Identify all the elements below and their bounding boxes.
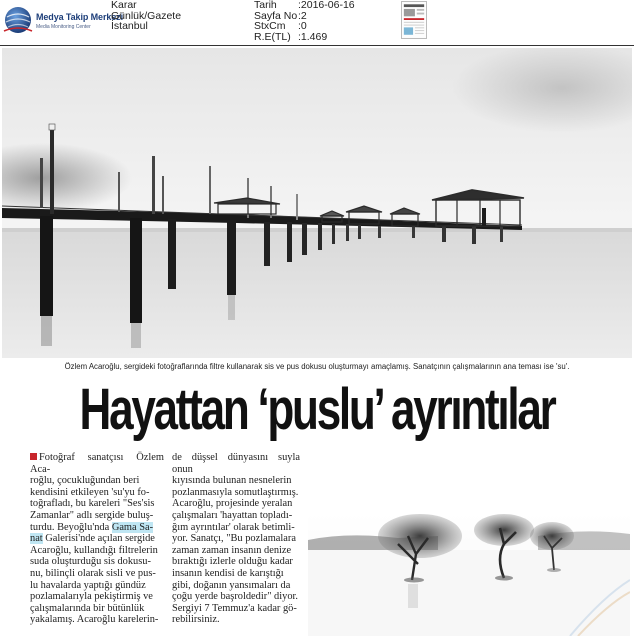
text-line: insanın kendisi de karıştığı (172, 567, 284, 579)
text-line: gibi, doğanın yansımaları da (172, 579, 291, 591)
metric-value: :0 (298, 20, 307, 32)
clipping-metrics (254, 0, 355, 42)
publication-city: İstanbul (111, 20, 148, 32)
metric-row (254, 21, 355, 32)
text-line: bıraktığı izlerle olduğu kadar (172, 556, 293, 568)
metric-label: StxCm (254, 20, 286, 32)
page-thumbnail[interactable] (401, 1, 427, 39)
text-line: Galerisi'nde açılan sergide (42, 533, 155, 545)
metric-label: R.E(TL) (254, 30, 291, 43)
text-line: turdu. Beyoğlu'nda (30, 521, 112, 533)
text-line: rebilirsiniz. (172, 614, 220, 626)
highlighted-gallery-name: Gama Sa- (111, 521, 154, 533)
text-line: lu havalarda yaptığı gündüz (30, 579, 146, 591)
metric-row (254, 32, 355, 43)
text-line: de düşsel dünyasını suyla onun (172, 452, 300, 475)
text-line: toğrafladı, bu kareleri "Ses'sis (30, 498, 155, 510)
text-line: Sergiyi 7 Temmuz'a kadar gö- (172, 602, 297, 614)
logo-title: Medya Takip Merkezi (36, 12, 123, 22)
text-line: yakalamış. Acaroğlu karelerin- (30, 614, 159, 626)
article-column-2 (172, 452, 300, 626)
text-line: kendisini etkileyen 'su'yu fo- (30, 486, 150, 498)
text-line: suda oluşturduğu sis dokusu- (30, 556, 151, 568)
publication-info (111, 0, 181, 32)
text-line: zaman zaman insanın denize (172, 544, 292, 556)
article-column-1 (30, 452, 164, 626)
clipping-header (0, 0, 634, 44)
text-line: pozlamalarıyla pekiştirmiş ve (30, 591, 153, 603)
photo-caption: Özlem Acaroğlu, sergideki fotoğraflarında filtre kullanarak sis ve pus dokusu oluşturmayı amaçlamış. Sanatçının çalışmalarının ana teması ise 'su'. (64, 362, 570, 371)
text-line: Fotoğraf sanatçısı Özlem Aca- (30, 452, 164, 475)
metric-label: Sayfa No (254, 9, 298, 22)
trees-in-water-photo (308, 514, 630, 636)
metric-row (254, 0, 355, 11)
text-line: Acaroğlu, projesinde yeralan (172, 498, 293, 510)
headline: Hayattan ‘puslu’ ayrıntılar (79, 377, 555, 442)
publication-name: Karar (111, 0, 137, 11)
text-line: roğlu, çocukluğundan beri (30, 475, 140, 487)
globe-icon (3, 5, 33, 35)
metric-value: :2016-06-16 (298, 0, 355, 11)
text-line: Acaroğlu, kullandığı filtrelerin (30, 544, 158, 556)
text-line: yor. Sanatçı, "Bu pozlamalara (172, 533, 296, 545)
text-line: çoğu yerde başroldedir" diyor. (172, 591, 299, 603)
highlighted-gallery-name: nat (30, 533, 43, 545)
text-line: çalışmaları 'hayattan topladı- (172, 509, 293, 521)
text-line: Zamanlar" adlı sergide buluş- (30, 509, 154, 521)
red-square-marker (30, 453, 37, 460)
text-line: nu, bilinçli olarak sisli ve pus- (30, 567, 156, 579)
metric-label: Tarih (254, 0, 277, 11)
text-line: kıyısında bulunan nesnelerin (172, 475, 292, 487)
pier-photo (2, 48, 632, 358)
text-line: çalışmalarında bir bütünlük (30, 602, 145, 614)
text-line: ğım ayrıntılar' olarak betimli- (172, 521, 295, 533)
text-line: pozlanmasıyla somutlaştırmış. (172, 486, 299, 498)
logo (3, 3, 123, 37)
metric-value: :2 (298, 9, 307, 22)
publication-type: Günlük/Gazete (111, 9, 182, 22)
header-divider (0, 45, 634, 46)
logo-subtitle: Media Monitoring Center (36, 24, 91, 30)
metric-value: :1.469 (298, 30, 328, 43)
